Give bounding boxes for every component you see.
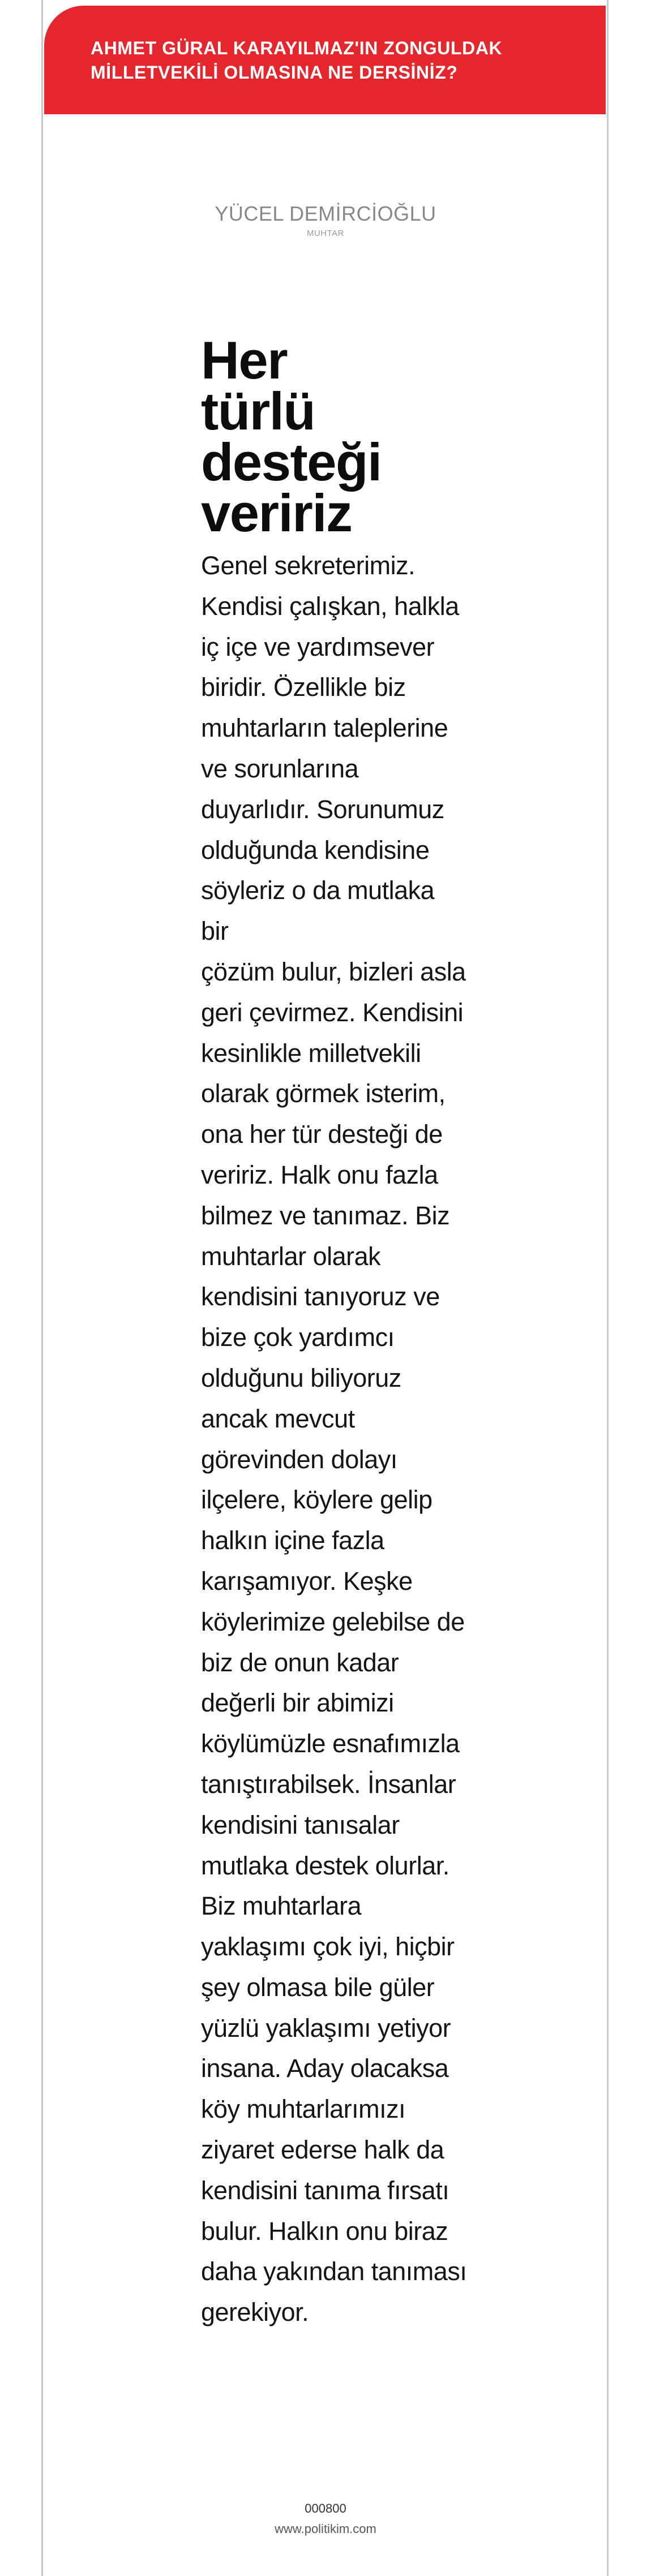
author-name: YÜCEL DEMİRCİOĞLU [215,202,436,225]
author-role: MUHTAR [306,229,345,238]
footer-code: 000800 [305,2501,346,2515]
footer [0,2498,651,2539]
author-block [0,201,651,238]
article [201,330,467,2333]
article-body: Genel sekreterimiz. Kendisi çalışkan, halkla iç içe ve yardımsever biridir. Özellikle biz muhtarların taleplerine ve sorunlarına duyarlıdır. Sorunumuz olduğunda kendisine söyleriz o da mutlaka bir çözüm bulur, bizleri asla geri çevirmez. Kendisini kesinlikle milletvekili olarak görmek isterim, ona her tür desteği de veririz. Halk onu fazla bilmez ve tanımaz. Biz muhtarlar olarak kendisini tanıyoruz ve bize çok yardımcı olduğunu biliyoruz ancak mevcut görevinden dolayı ilçelere, köylere gelip halkın içine fazla karışamıyor. Keşke köylerimize gelebilse de biz de onun kadar değerli bir abimizi köylümüzle esnafımızla tanıştırabilsek. İnsanlar kendisini tanısalar mutlaka destek olurlar. Biz muhtarlara yaklaşımı çok iyi, hiçbir şey olmasa bile güler yüzlü yaklaşımı yetiyor insana. Aday olacaksa köy muhtarlarımızı ziyaret ederse halk da kendisini tanıma fırsatı bulur. Halkın onu biraz daha yakından tanıması gerekiyor. [201,551,467,2327]
header-title: AHMET GÜRAL KARAYILMAZ'IN ZONGULDAK MİLLETVEKİLİ OLMASINA NE DERSİNİZ? [91,38,503,83]
header-banner [44,6,606,114]
article-headline: Her türlü desteği veririz [201,330,382,543]
footer-website-link[interactable]: www.politikim.com [275,2522,376,2536]
